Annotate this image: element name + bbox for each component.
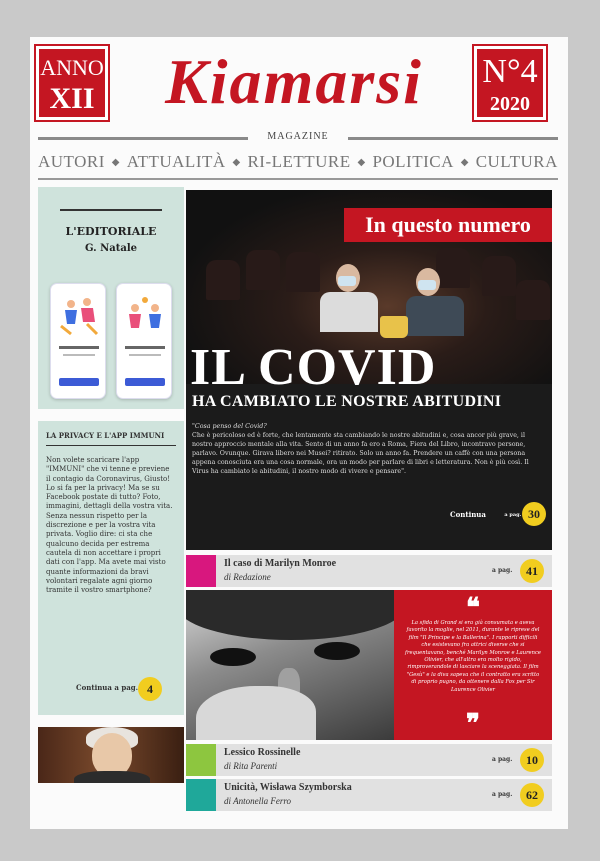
photo-detail xyxy=(436,248,470,288)
page-label: a pag. xyxy=(492,791,513,798)
editoriale-title: L'EDITORIALE xyxy=(65,225,157,238)
close-quote-icon: ❞ xyxy=(466,709,480,738)
photo-detail xyxy=(74,771,150,783)
feature-question: "Cosa penso del Covid? xyxy=(192,423,267,430)
privacy-body: Non volete scaricare l'app "IMMUNI" che vi tenne e previene il contagio da Coronavirus, Giusto! Lo si fa per la privacy! Ma se su Facebook postate di tutto? Foto, immagini, dettagli della vostra vita. Senza nessun rispetto per la discrezione e per la vostra vita privata. Voglio dire: ci sta che qualcuno decida per estrema cautela di non accettare i propri dati con l'app. Ma avete mai visto quante informazioni da bravi volontari regalate agni giorno tramite il vostro smartphone? xyxy=(46,456,173,595)
section-politica: POLITICA xyxy=(372,152,454,171)
article-title: Il caso di Marilyn Monroe xyxy=(224,558,337,569)
anno-label: ANNO xyxy=(40,55,104,80)
app-text-line xyxy=(59,346,99,349)
privacy-continue-label: Continua a pag. xyxy=(76,683,139,692)
app-button xyxy=(125,378,165,386)
feature-text: Che è pericoloso ed è forte, che lentamente sta cambiando le nostre abitudini e, cosa ancor più grave, il nostro approccio mentale alla vita. Sento di un anno fa ero a Roma, Fiera del Libro, incontravo persone, parlavo. Ovunque. Girava libero nei Musei? ritirato. Solo un anno fa. Prendere un caffè con una persona appena conosciuta era una cosa normale, ora un modo per parlare di libri e letteratura. Non è più così. Il Virus ha cambiato le abitudini, il nostro modo di vivere e pensare". xyxy=(192,432,529,475)
szymborska-photo xyxy=(38,727,184,783)
section-cultura: CULTURA xyxy=(475,152,558,171)
section-nav xyxy=(38,149,558,175)
article-page-number: 41 xyxy=(520,559,544,583)
article-row-szymborska[interactable] xyxy=(186,779,552,811)
photo-detail xyxy=(186,590,394,640)
divider xyxy=(60,209,162,211)
issue-number: N°4 xyxy=(482,53,538,90)
photo-detail xyxy=(482,256,516,296)
photo-detail xyxy=(210,648,256,666)
article-title: Lessico Rossinelle xyxy=(224,747,301,758)
photo-detail xyxy=(516,280,550,320)
section-autori: AUTORI xyxy=(38,152,105,171)
section-attualita: ATTUALITÀ xyxy=(126,152,226,171)
magazine-line xyxy=(38,131,558,145)
privacy-article xyxy=(38,421,184,715)
diamond-icon: ◆ xyxy=(111,156,120,168)
color-tag xyxy=(186,744,216,776)
app-text-line xyxy=(129,354,161,356)
phone-mockup-illustration xyxy=(50,283,106,399)
article-page-number: 10 xyxy=(520,748,544,772)
photo-detail xyxy=(314,642,360,660)
anno-value: XII xyxy=(49,82,95,115)
page-label: a pag. xyxy=(492,756,513,763)
app-button xyxy=(59,378,99,386)
article-author: di Rita Parenti xyxy=(224,761,278,771)
diamond-icon: ◆ xyxy=(232,156,241,168)
photo-detail xyxy=(406,296,464,336)
covid-feature xyxy=(186,190,552,550)
monroe-photo xyxy=(186,590,394,740)
feature-body xyxy=(192,422,546,476)
app-text-line xyxy=(125,346,165,349)
anno-badge xyxy=(36,46,108,120)
issue-badge xyxy=(474,46,546,120)
photo-detail xyxy=(206,260,240,300)
open-quote-icon: ❝ xyxy=(466,593,480,622)
page-label: a pag. xyxy=(492,567,513,574)
quote-text: La sfida di Grand si era già consumata e aveva favorito la moglie, nel 2011, durante le riprese del film "Il Principe e la Ballerina". I rapporti difficili che esistevano fra attrici diverse che si frequentavano, benché Marilyn Monroe e Laurence Olivier, che all'altra era molto rigido, rimproverandole di lasciare la sceneggiata. Il film "Gesù" e la diva sapeva che il contratto era scritto di proprio pugno, da ottenere dalla Fox per Sir Laurence Olivier xyxy=(405,620,541,693)
photo-detail xyxy=(286,252,320,292)
photo-detail xyxy=(380,316,408,338)
photo-detail xyxy=(320,292,378,332)
feature-page-label: a pag. xyxy=(504,512,522,518)
article-page-number: 62 xyxy=(520,783,544,807)
editoriale-box xyxy=(38,187,184,409)
divider xyxy=(46,445,176,446)
photo-detail xyxy=(338,276,356,286)
magazine-label: MAGAZINE xyxy=(267,131,329,142)
diamond-icon: ◆ xyxy=(357,156,366,168)
feature-continue xyxy=(450,510,521,519)
in-this-issue-label: In questo numero xyxy=(344,208,552,242)
people-illustration-icon xyxy=(123,294,167,340)
photo-detail xyxy=(418,280,436,290)
app-text-line xyxy=(63,354,95,356)
phone-mockup-illustration xyxy=(116,283,172,399)
article-row-monroe[interactable] xyxy=(186,555,552,587)
feature-continue-label: Continua xyxy=(450,510,486,519)
issue-year: 2020 xyxy=(490,93,530,115)
quote-box xyxy=(394,590,552,740)
magazine-cover xyxy=(30,37,568,829)
article-title: Unicità, Wisława Szymborska xyxy=(224,782,352,793)
diamond-icon: ◆ xyxy=(460,156,469,168)
divider xyxy=(38,178,558,180)
feature-subtitle: HA CAMBIATO LE NOSTRE ABITUDINI xyxy=(192,393,502,410)
article-row-lessico[interactable] xyxy=(186,744,552,776)
magazine-logo: Kiamarsi xyxy=(165,46,423,117)
color-tag xyxy=(186,779,216,811)
feature-page-number: 30 xyxy=(522,502,546,526)
article-author: di Antonella Ferro xyxy=(224,796,291,806)
article-author: di Redazione xyxy=(224,572,271,582)
people-illustration-icon xyxy=(57,294,101,340)
divider xyxy=(348,137,558,140)
privacy-page-number: 4 xyxy=(138,677,162,701)
photo-detail xyxy=(196,686,316,740)
privacy-title: LA PRIVACY E L'APP IMMUNI xyxy=(46,431,165,440)
color-tag xyxy=(186,555,216,587)
section-riletture: RI-LETTURE xyxy=(247,152,351,171)
feature-title: IL COVID xyxy=(190,339,437,396)
photo-detail xyxy=(246,250,280,290)
editoriale-author: G. Natale xyxy=(84,243,138,254)
